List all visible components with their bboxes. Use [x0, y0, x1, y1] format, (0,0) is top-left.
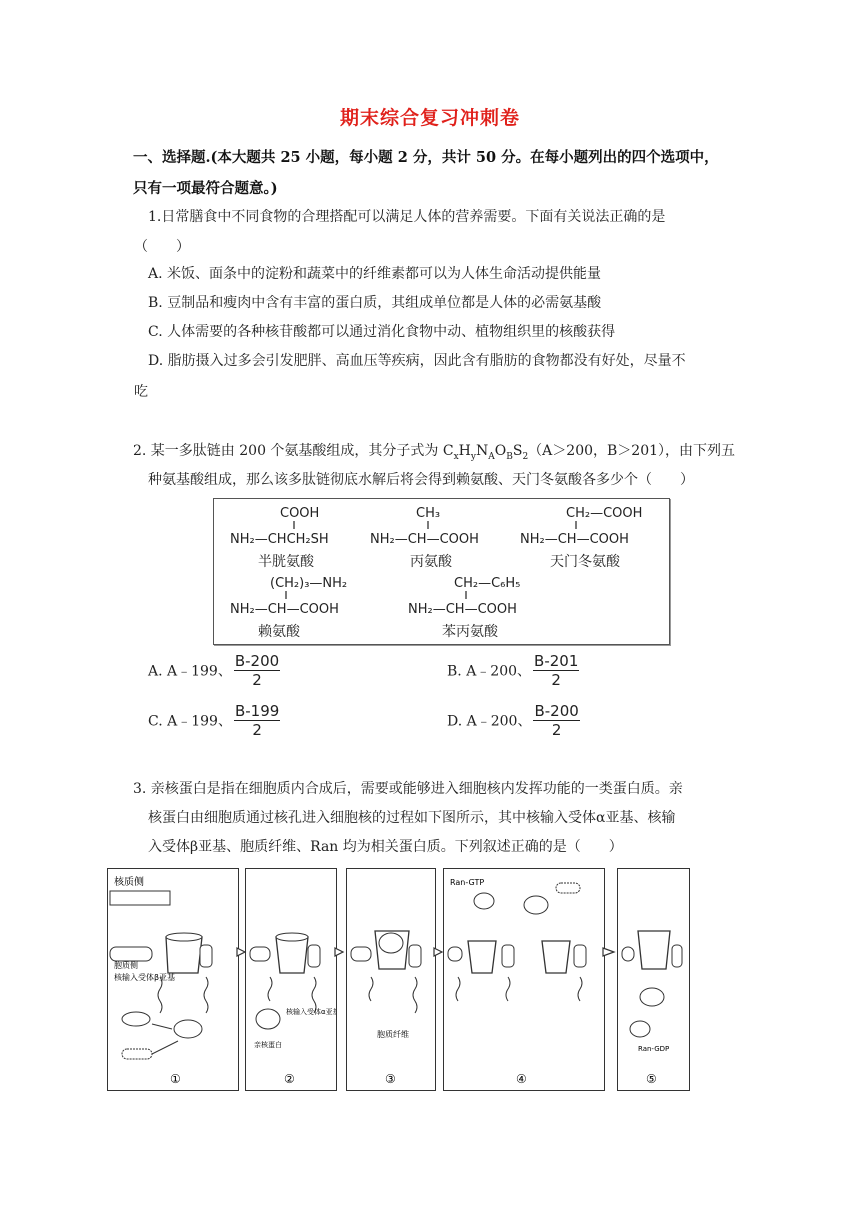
asp-main: NH₂—CH—COOH [520, 532, 629, 547]
q2-option-a: A. A﹣199、 $\frac{B-200}{2}$ [148, 652, 280, 689]
q3-stem-line3: 入受体β亚基、胞质纤维、Ran 均为相关蛋白质。下列叙述正确的是（ ） [148, 839, 623, 855]
cys-main: NH₂—CHCH₂SH [230, 532, 329, 547]
nucleus-side-label: 核质侧 [114, 877, 144, 888]
ran-gdp-label: Ran-GDP [638, 1045, 670, 1053]
lys-top: (CH₂)₃—NH₂ [270, 576, 348, 591]
step-4-label: ④ [516, 1072, 527, 1086]
asp-name: 天门冬氨酸 [550, 554, 620, 570]
section-header-line1: 一、选择题.(本大题共 25 小题，每小题 2 分，共计 50 分。在每小题列出的四个选项中， [133, 149, 719, 166]
q1-option-c: C. 人体需要的各种核苷酸都可以通过消化食物中动、植物组织里的核酸获得 [148, 324, 616, 340]
ala-name: 丙氨酸 [410, 554, 452, 570]
receptor-alpha-label: 核输入受体α亚基 [286, 1008, 336, 1016]
q2-option-b: B. A﹣200、 $\frac{B-201}{2}$ [447, 652, 579, 689]
phe-main: NH₂—CH—COOH [408, 602, 517, 617]
q1-option-d-line2: 吃 [134, 384, 148, 400]
q2-stem-line1: 2. 某一多肽链由 200 个氨基酸组成，其分子式为 $C_xH_yN_AO_BS_2(A>200$，B＞201），由下列五 [133, 443, 736, 462]
q1-option-a: A. 米饭、面条中的淀粉和蔬菜中的纤维素都可以为人体生命活动提供能量 [148, 266, 602, 282]
cys-top: COOH [280, 506, 320, 521]
asp-top: CH₂—COOH [566, 506, 643, 521]
ran-gtp-label: Ran-GTP [450, 878, 485, 887]
lys-name: 赖氨酸 [258, 624, 300, 640]
ala-main: NH₂—CH—COOH [370, 532, 479, 547]
q1-stem-line2: （ ） [134, 239, 190, 255]
q2-option-c: C. A﹣199、 $\frac{B-199}{2}$ [148, 702, 280, 739]
ala-top: CH₃ [416, 506, 441, 521]
cys-name: 半胱氨酸 [258, 554, 314, 570]
step-1-label: ① [170, 1072, 181, 1086]
q2-option-d: D. A﹣200、 $\frac{B-200}{2}$ [447, 702, 579, 739]
q1-stem-line1: 1.日常膳食中不同食物的合理搭配可以满足人体的营养需要。下面有关说法正确的是 [148, 209, 666, 225]
cytoplasm-side-label: 胞质侧 [114, 961, 138, 970]
lys-main: NH₂—CH—COOH [230, 602, 339, 617]
step-5-label: ⑤ [646, 1072, 657, 1086]
q2-stem-line2: 种氨基酸组成，那么该多肽链彻底水解后将会得到赖氨酸、天门冬氨酸各多少个（ ） [148, 472, 694, 488]
step-2-label: ② [284, 1072, 295, 1086]
q3-stem-line1: 3. 亲核蛋白是指在细胞质内合成后，需要或能够进入细胞核内发挥功能的一类蛋白质。亲 [133, 781, 683, 797]
q1-option-d-line1: D. 脂肪摄入过多会引发肥胖、高血压等疾病，因此含有脂肪的食物都没有好处，尽量不 [148, 353, 686, 369]
q1-option-b: B. 豆制品和瘦肉中含有丰富的蛋白质，其组成单位都是人体的必需氨基酸 [148, 295, 602, 311]
receptor-beta-label: 核输入受体β亚基 [114, 973, 176, 982]
q3-stem-line2: 核蛋白由细胞质通过核孔进入细胞核的过程如下图所示，其中核输入受体α亚基、核输 [148, 810, 676, 826]
section-header-line2: 只有一项最符合题意。) [133, 180, 278, 197]
nuclear-protein-label: 亲核蛋白 [254, 1041, 282, 1049]
phe-name: 苯丙氨酸 [442, 624, 498, 640]
phe-top: CH₂—C₆H₅ [454, 576, 521, 591]
step-3-label: ③ [385, 1072, 396, 1086]
page-title: 期末综合复习冲刺卷 [339, 107, 520, 129]
fiber-label: 胞质纤维 [377, 1030, 409, 1039]
